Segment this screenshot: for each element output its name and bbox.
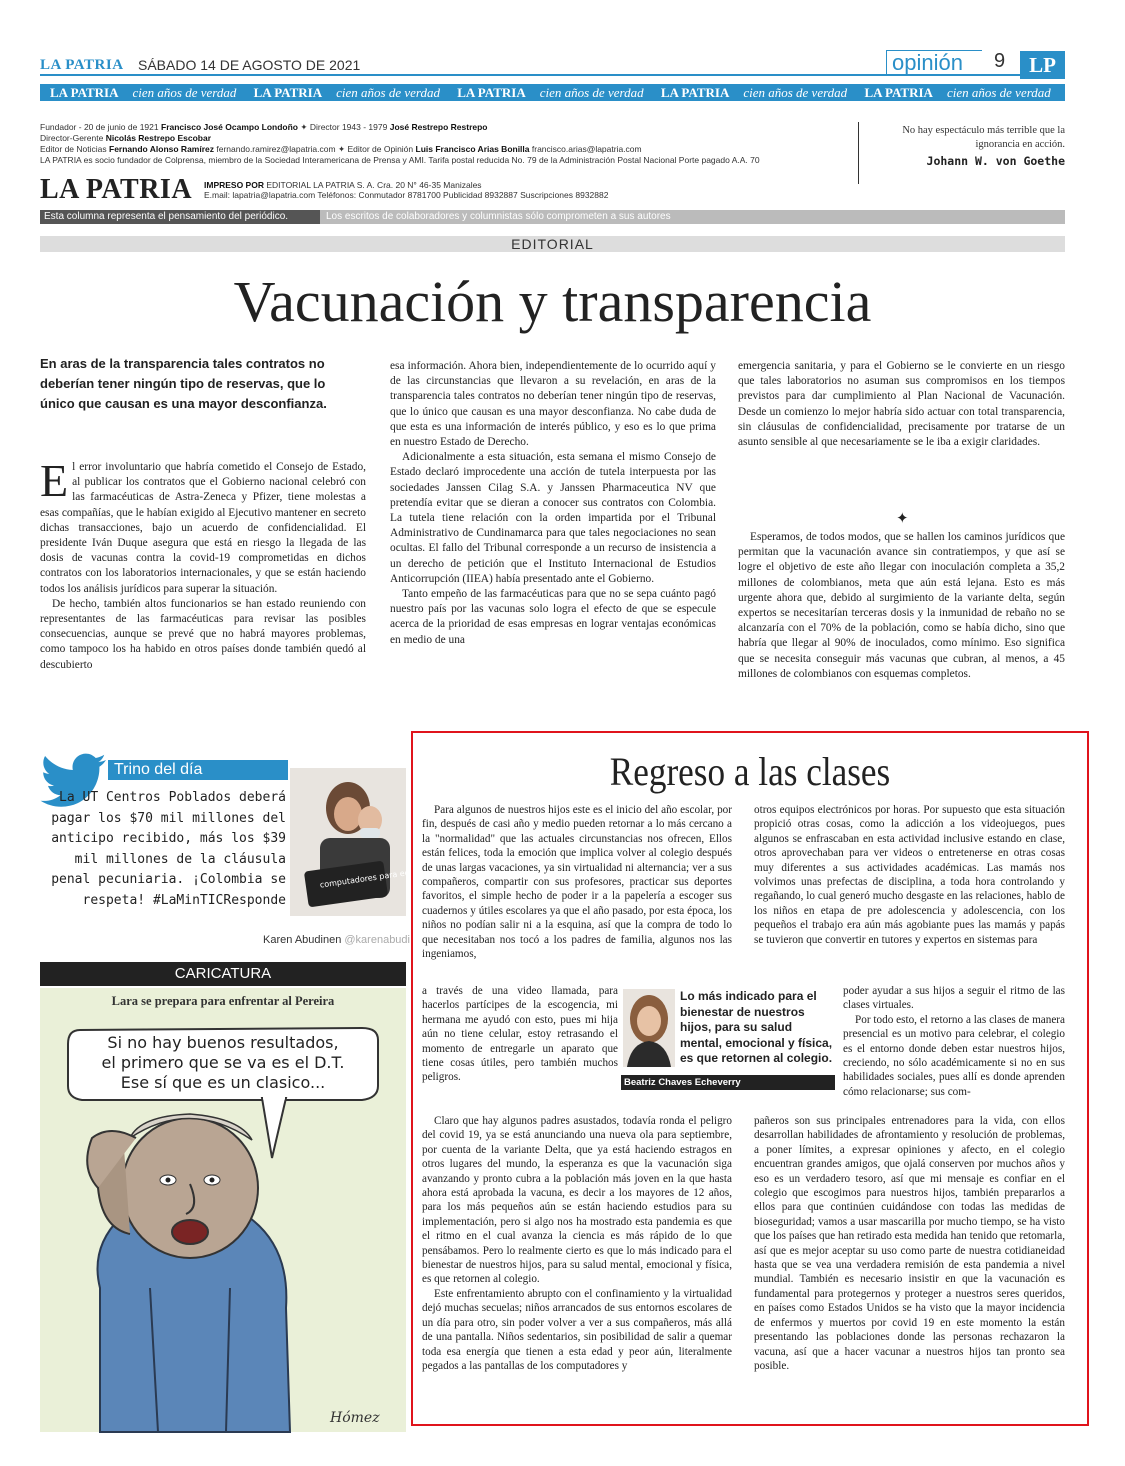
imprint-label: IMPRESO POR xyxy=(204,180,264,190)
manager-label: Director-Gerente xyxy=(40,133,104,143)
credits-line-2 xyxy=(40,133,830,144)
quote-divider xyxy=(858,122,859,184)
director-label: Director 1943 - 1979 xyxy=(309,122,388,132)
imprint-contact: E.mail: lapatria@lapatria.com Teléfonos: Conmutador 8781700 Publicidad 8932887 Suscripciones 8932882 xyxy=(204,190,609,200)
imprint-logo: LA PATRIA xyxy=(40,174,193,205)
opinion-title: Regreso a las clases xyxy=(609,749,891,794)
strip-logo: LA PATRIA xyxy=(253,85,323,100)
strip-logo: LA PATRIA xyxy=(660,85,730,100)
opinion-paragraph: otros equipos electrónicos por horas. Por supuesto que esta situación propició otras cosas, como la adicción a los videojuegos, pues algunos se enfrascaban en esta actividad inclusive estando en clase, otros aprovechaban para ver videos o entretenerse en otras cosas muy diferentes a sus actividades académicas. Las mamás nos volvimos unas prefectas de disciplina, a toda hora controlando y regañando, lo cual generó mucho desgaste en las relaciones, hablo de los niños en etapa de pre adolescencia y adolescencia, con los pequeños el trabajo era aún más agobiante pues las mamás y papás se tuvieron que convertir en tutores y expertos en sistemas para xyxy=(754,804,1065,946)
editorial-notice-bar: Esta columna representa el pensamiento del periódico. xyxy=(40,210,320,224)
strip-tagline: cien años de verdad xyxy=(336,85,440,100)
section-name: opinión xyxy=(892,50,963,75)
author-portrait xyxy=(623,989,675,1067)
editorial-section-bar: EDITORIAL xyxy=(40,236,1065,252)
strip-tagline: cien años de verdad xyxy=(946,85,1051,100)
cartoon-illustration xyxy=(40,988,406,1432)
director-name: José Restrepo Restrepo xyxy=(389,122,488,132)
credits-line-3 xyxy=(40,144,830,155)
editorial-column-2 xyxy=(390,359,716,731)
opinion-author: Beatriz Chaves Echeverry xyxy=(621,1075,835,1090)
editorial-paragraph: Adicionalmente a esta situación, esta semana el mismo Consejo de Estado declaró improcedente una acción de tutela interpuesta por las sociedades Janssen Cilag S.A. y Janssen Pharmaceutica NV que pretendía evitar que se dieran a conocer sus contratos con Colombia. La tutela tiene relación con la orden impartida por el Tribunal Administrativo de Cundinamarca para que tales negociaciones no sean ocultas. El fallo del Tribunal corresponde a un recurso de insistencia a un derecho de petición que el Instituto Internacional de Estudios Anticorrupción (IIEA) había presentado ante el Gobierno. xyxy=(390,451,716,585)
credits-line-1 xyxy=(40,122,830,133)
lp-badge: LP xyxy=(1020,51,1065,79)
tweet-author xyxy=(40,934,410,946)
strip-tagline: cien años de verdad xyxy=(743,85,848,100)
editorial-headline: Vacunación y transparencia xyxy=(233,269,872,334)
opinion-editor-name: Luis Francisco Arias Bonilla xyxy=(415,144,530,154)
strip-logo: LA PATRIA xyxy=(864,85,933,100)
opinion-paragraph: poder ayudar a sus hijos a seguir el ritmo de las clases virtuales. xyxy=(843,985,1065,1012)
strip-logo: LA PATRIA xyxy=(457,85,526,100)
quote-author: Johann W. von Goethe xyxy=(926,154,1065,168)
author-photo xyxy=(623,989,675,1067)
cartoon-title: Lara se prepara para enfrentar al Pereira xyxy=(111,994,335,1008)
cartoon-panel xyxy=(40,988,406,1432)
strip-tagline: cien años de verdad xyxy=(539,85,644,100)
strip-tagline: cien años de verdad xyxy=(132,85,237,100)
masthead-logo: LA PATRIA xyxy=(40,57,124,73)
editorial-column-3b xyxy=(738,530,1065,730)
trino-label: Trino del día xyxy=(108,760,288,780)
imprint-info xyxy=(204,180,824,200)
editorial-paragraph: De hecho, también altos funcionarios se han estado reuniendo con representantes de las farmacéuticas para revisar las posibles consecuencias, aunque se prevé que no habrá mayores problemas, como tampoco los ha habido en otros países donde también quedó al descubierto xyxy=(40,597,366,671)
cartoon-label: CARICATURA xyxy=(40,962,406,986)
pull-quote: Lo más indicado para el bienestar de nuestros hijos, para su salud mental, emocional y física, es que retornen al colegio. xyxy=(680,989,833,1066)
editorial-paragraph xyxy=(40,455,366,597)
cartoonist-signature: Hómez xyxy=(330,1410,380,1426)
strip-logo: LA PATRIA xyxy=(50,85,119,100)
paragraph-text: l error involuntario que habría cometido el Consejo de Estado, al publicar los contratos que el Gobierno nacional celebró con las farmacéuticas de Astra-Zeneca y Pfizer, tiene molestas a esas compañías, que le habían exigido al Ejecutivo mantener en secreto dichas transacciones, bajo un acuerdo de confidencialidad. El presidente Iván Duque asegura que está en riesgo la llegada de las dosis de vacunas contra la covid-19 comprometidas en dichos contratos con los laboratorios internacionales, y que se están haciendo todos los análisis jurídicos para superar la situación. xyxy=(40,461,366,595)
opinion-column-1c xyxy=(422,1114,732,1424)
editorial-paragraph: emergencia sanitaria, y para el Gobierno se le convierte en un riesgo que tales laboratorios no asuman sus compromisos en los tiempos previstos para dar cumplimiento al Plan Nacional de Vacunación. Desde un comienzo lo mejor habría sido actuar con total transparencia, sin cláusulas de confidencialidad, precisamente por tratarse de un asunto sensible al que necesariamente se le iba a exigir claridades. xyxy=(738,360,1065,449)
founder-label: Fundador - 20 de junio de 1921 xyxy=(40,122,159,132)
opinion-paragraph: Claro que hay algunos padres asustados, todavía ronda el peligro del covid 19, ya se está anunciando una nueva ola para septiembre, por cuenta de la variante Delta, que ya está haciendo estragos en otros lugares del mundo, la esperanza es que la vacunación siga avanzando y pronto cubra a la población más joven en la que hasta ahora está aprobada la vacuna, es decir a los mayores de 12 años, para los más pequeños aún se están haciendo estudios para su implementación, pero si algo nos ha mostrado esta pandemia es que el ritmo en el cual avanza la ciencia es más rápido de lo que pensábamos. Pero lo realmente cierto es que lo más indicado para el bienestar de nuestros hijos, para su salud mental, emocional y física, es que retornen al colegio. xyxy=(422,1115,732,1286)
opinion-paragraph: a través de una video llamada, para hacerlos partícipes de la escogencia, mi hermana me ayudó con esto, pues mi hija aún no tiene celular, estoy retrasando el momento de entregarle un aparato que tiene cosas útiles, pero también muchos peligros. xyxy=(422,985,618,1084)
editorial-paragraph: esa información. Ahora bien, independientemente de lo ocurrido aquí y de las circunstancias que llevaron a su revelación, en aras de la transparencia tales contratos no deberían tener ningún tipo de reservas, que lo único que causan es una mayor desconfianza. No cabe duda de que esta es una información de interés público, y eso es lo que prima en nuestro Estado de Derecho. xyxy=(390,360,716,449)
tweet-photo xyxy=(290,768,428,916)
opinion-column-2b xyxy=(843,984,1065,1114)
opinion-column-1b xyxy=(422,984,618,1114)
tagline-strip xyxy=(40,84,1065,101)
opinion-editor-email[interactable]: francisco.arias@lapatria.com xyxy=(531,144,642,154)
editorial-column-3 xyxy=(738,359,1065,494)
tweet-author-name: Karen Abudinen xyxy=(263,934,342,946)
news-editor-label: Editor de Noticias xyxy=(40,144,107,154)
quote-text: No hay espectáculo más terrible que la ignorancia en acción. xyxy=(902,125,1065,150)
photo-laptop-text: computadores para educar xyxy=(319,865,428,890)
page-number: 9 xyxy=(994,50,1006,72)
opinion-paragraph: Para algunos de nuestros hijos este es el inicio del año escolar, por fin, después de casi año y medio pueden retornar a lo más cercano a la "normalidad" que las actuales circunstancias nos ofrecen, Ellos están felices, toda la emoción que implica volver al colegio después de unas largas vacaciones, ya sin virtualidad ni alternancia; ver a sus compañeros, compartir con sus profesores, practicar sus deportes favoritos, el simple hecho de poder ir a la papelería a escoger sus cuadernos y útiles escolares ya que el año pasado, por esta época, los niños no podían salir ni a la esquina, así que la compra de todo lo que necesitaban nos tocó a los padres de familia, algunos nos las ingeniamos, xyxy=(422,804,732,961)
opinion-paragraph: Este enfrentamiento abrupto con el confinamiento y la virtualidad dejó muchas secuelas; niños arrancados de sus entornos escolares de un día para otro, sin poder volver a ver a sus compañeros, más allá de una pantalla. Niños sedentarios, sin posibilidad de salir a quemar toda esa energía que tienen a esta edad y peor aún, literalmente pegados a las pantallas de los computadores y xyxy=(422,1287,732,1372)
editorial-lede: En aras de la transparencia tales contratos no deberían tener ningún tipo de reservas, que lo único que causan es una mayor desconfianza. xyxy=(40,356,327,411)
opinion-column-2a xyxy=(754,803,1065,983)
news-editor-name: Fernando Alonso Ramírez xyxy=(109,144,215,154)
opinion-editor-label: Editor de Opinión xyxy=(347,144,414,154)
bubble-line-3: Ese sí que es un clasico... xyxy=(120,1073,326,1092)
tweet-text: La UT Centros Poblados deberá pagar los $70 mil millones del anticipo recibido, más los $39 mil millones de la cláusula penal pecuniaria. ¡Colombia se respeta! #LaMinTICResponde xyxy=(51,790,286,908)
manager-name: Nicolás Restrepo Escobar xyxy=(105,133,212,143)
bubble-line-1: Si no hay buenos resultados, xyxy=(107,1033,339,1052)
tweet-author-handle[interactable]: @karenabudi xyxy=(344,934,410,946)
diamond-icon: ✦ xyxy=(337,144,346,154)
opinion-column-1a xyxy=(422,803,732,983)
bubble-line-2: el primero que se va es el D.T. xyxy=(101,1053,345,1072)
opinion-column-2c xyxy=(754,1114,1065,1424)
editorial-paragraph: Tanto empeño de las farmacéuticas para que no se sepa cuánto pagó nuestro país por las vacunas solo logra el efecto de que se especule acerca de la prioridad de esas empresas en lograr ventajas económicas en medio de una xyxy=(390,588,716,646)
credits-line-4: LA PATRIA es socio fundador de Colprensa, miembro de la Sociedad Interamericana de Prensa y AMI. Tarifa postal reducida No. 79 de la Administración Postal Nacional Porte pagado A.A. 70 xyxy=(40,155,760,165)
staff-credits xyxy=(40,122,830,166)
people-photo-illustration xyxy=(290,768,428,916)
editorial-paragraph: Esperamos, de todos modos, que se hallen los caminos jurídicos que permitan que la vacunación avance sin contratiempos, y que así se logre el objetivo de este año llegar con inoculación completa a 35,2 millones de colombianos, meta que aún está lejana. Esto es más urgente ahora que, debido al surgimiento de la variante delta, según expertos se necesitarían terceras dosis y la inmunidad de rebaño no se alcanzaría con el 70% de la población, como se había dicho, sino que habría que llegar al 90% de inoculados, como mínimo. Eso significa que se necesita conseguir más vacunas que cubran, al menos, a 45 millones de colombianos con esquemas completos. xyxy=(738,531,1065,680)
news-editor-email[interactable]: fernando.ramirez@lapatria.com xyxy=(216,144,336,154)
opinion-paragraph: pañeros son sus principales entrenadores para la vida, con ellos desarrollan habilidades de afrontamiento y resolución de problemas, a poner límites, a expresar opiniones y afecto, en el colegio encuentran grandes amigos, que ojalá conserven por muchos años y eso es un verdadero tesoro, así que mi mensaje es confiar en el colegio que escogimos para nuestros hijos, también prepararlos a ellos para que continúen cuidándose con todas las medidas de bioseguridad; vamos a usar mascarilla por mucho tiempo, se ha visto que los países que han retirado esta medida han tenido que retomarla, así que es mejor aceptar su uso como parte de nuestra cotidianeidad hasta que se vea una verdadera remisión de esta pandemia a nivel mundial. También es necesario insistir en que la vacunación es fundamental para protegernos y proteger a nuestros seres queridos, en países como Estados Unidos se ha visto que la mayor incidencia de enfermos y muertos por covid 19 en este momento la están presentando las poblaciones donde las personas rechazaron la vacuna, así que a hacer vacunar a nuestros hijos tan pronto sea posible. xyxy=(754,1115,1065,1372)
issue-date: SÁBADO 14 DE AGOSTO DE 2021 xyxy=(138,57,361,73)
diamond-separator-icon: ✦ xyxy=(896,511,909,527)
founder-name: Francisco José Ocampo Londoño xyxy=(161,122,298,132)
opinion-paragraph: Por todo esto, el retorno a las clases de manera presencial es un motivo para celebrar, el colegio es el entorno donde deben estar nuestros hijos, creciendo, no sólo académicamente si no en sus habilidades sociales, pues allí es donde aprenden cómo relacionarse; sus com- xyxy=(843,1013,1065,1098)
diamond-icon: ✦ xyxy=(300,122,308,132)
columnists-notice-bar: Los escritos de colaboradores y columnistas sólo comprometen a sus autores xyxy=(320,210,1065,224)
editorial-column-1 xyxy=(40,455,366,732)
drop-cap: E xyxy=(40,455,69,506)
imprint-address: EDITORIAL LA PATRIA S. A. Cra. 20 N° 46-35 Manizales xyxy=(266,180,482,190)
